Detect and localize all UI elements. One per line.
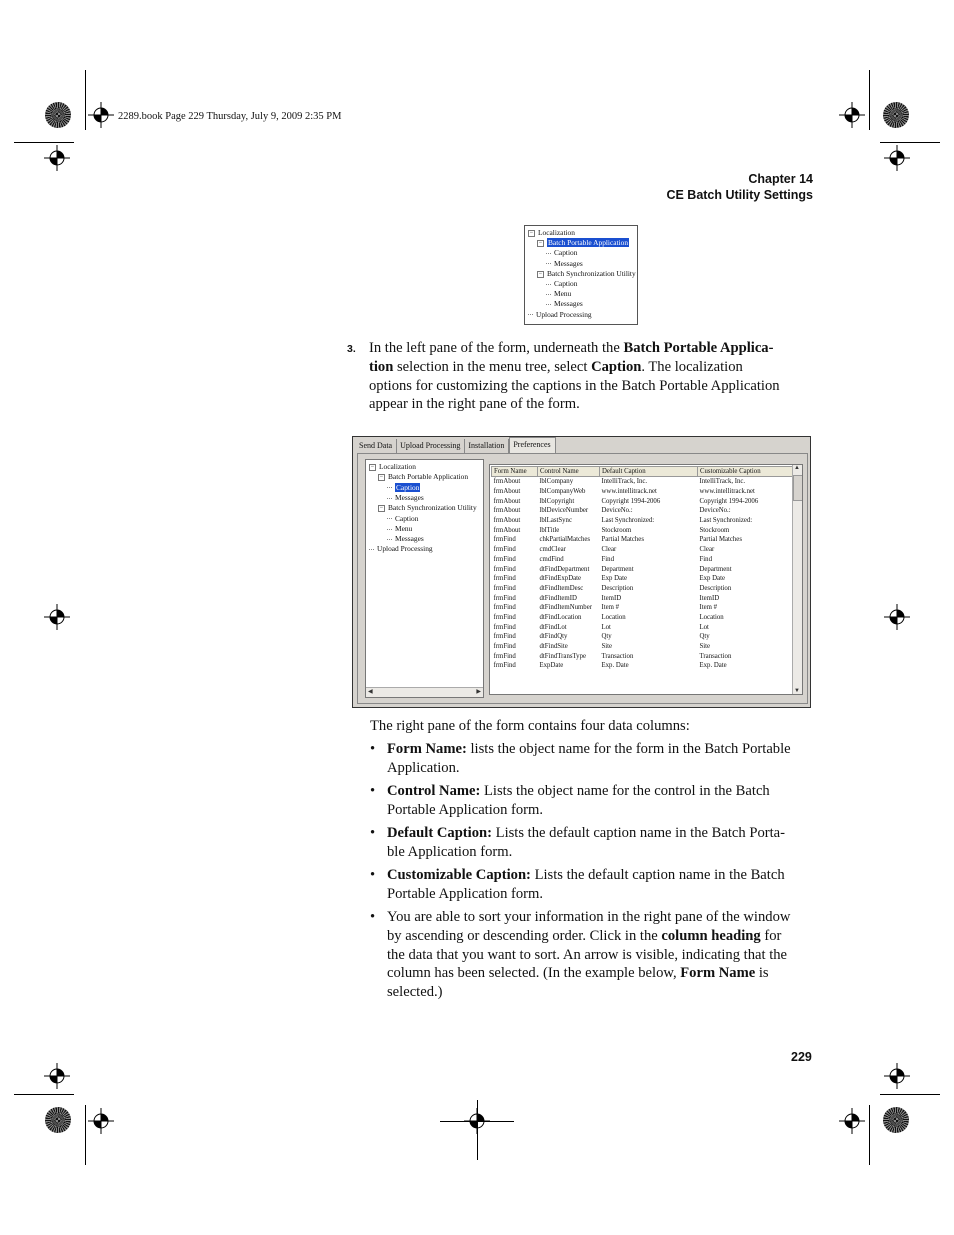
table-cell: dtFindLot [539,623,567,631]
table-cell: frmFind [493,546,516,554]
tree-branch-icon [546,294,551,295]
table-cell: IntelliTrack, Inc. [601,478,648,486]
table-row[interactable] [492,593,796,603]
tree-branch-icon [546,263,551,264]
table-cell: dtFindItemNumber [539,604,592,612]
collapse-icon[interactable]: − [379,474,384,481]
table-row[interactable] [492,516,796,526]
tree-item-label: Upload Processing [377,544,433,554]
registration-mark-icon [884,1063,910,1089]
tree-branch-icon [369,549,374,550]
table-cell: cmdFind [539,555,564,563]
page-number: 229 [791,1050,812,1064]
registration-mark-icon [839,102,865,128]
table-cell: frmFind [493,565,516,573]
tree-item[interactable] [387,483,420,492]
tree-item[interactable] [537,269,636,278]
registration-mark-icon [884,145,910,171]
column-header[interactable]: Form Name [492,467,538,477]
tree-item-label: Upload Processing [536,309,592,319]
table-cell: Department [601,565,634,573]
table-cell: Copyright 1994-2006 [699,497,759,505]
table-cell: frmFind [493,536,516,544]
column-header[interactable]: Default Caption [600,467,698,477]
registration-mark-icon [44,604,70,630]
table-row[interactable] [492,613,796,623]
tree-branch-icon [387,498,392,499]
table-cell: Exp. Date [699,662,727,670]
table-cell: frmFind [493,594,516,602]
registration-mark-icon [88,102,114,128]
table-cell: frmFind [493,575,516,583]
table-row[interactable] [492,545,796,555]
column-header[interactable]: Customizable Caption [698,467,796,477]
table-cell: Lot [601,623,611,631]
table-cell: DeviceNo.: [601,507,633,515]
step-number: 3. [347,343,356,355]
table-cell: lblDeviceNumber [539,507,589,515]
tree-item[interactable] [387,514,418,523]
caption-table [491,466,796,671]
table-cell: dtFindSite [539,643,568,651]
registration-mark-icon [44,145,70,171]
horizontal-scrollbar[interactable] [366,687,483,697]
tree-item[interactable] [546,279,577,288]
table-cell: lblCompany [539,478,574,486]
table-cell: frmFind [493,652,516,660]
table-cell: dtFindQty [539,633,568,641]
table-cell: Clear [699,546,715,554]
bullet-line [387,782,817,801]
table-cell: frmFind [493,613,516,621]
table-cell: DeviceNo.: [699,507,731,515]
tree-branch-icon [546,284,551,285]
table-cell: lblCopyright [539,497,575,505]
tree-branch-icon [387,539,392,540]
tree-item[interactable] [387,493,424,502]
scroll-up-icon[interactable]: ▲ [794,465,800,471]
tree-item[interactable] [387,524,412,533]
table-row[interactable] [492,535,796,545]
table-cell: Partial Matches [699,536,742,544]
tree-item[interactable] [369,462,416,471]
table-cell: frmAbout [493,517,521,525]
table-row[interactable] [492,584,796,594]
table-cell: ItemID [699,594,720,602]
table-cell: Last Synchronized: [601,517,655,525]
table-row[interactable] [492,555,796,565]
table-row[interactable] [492,496,796,506]
table-cell: cmdClear [539,546,566,554]
bullet-desc-cont: Portable Application form. [387,885,544,902]
tree-item[interactable] [546,259,583,268]
tree-item-label: Caption [554,248,578,258]
table-cell: Description [699,584,732,592]
tree-item[interactable] [378,503,477,512]
table-cell: chkPartialMatches [539,536,591,544]
tree-item-label: Caption [396,482,420,492]
bullet-term: Customizable Caption: [387,867,531,883]
tree-branch-icon [387,518,392,519]
bullet-desc: Lists the default caption name in the Batch [530,867,785,883]
table-cell: Location [601,613,626,621]
table-cell: frmFind [493,555,516,563]
vertical-scrollbar[interactable] [792,465,802,694]
collapse-icon[interactable]: − [538,270,543,277]
columns-intro: The right pane of the form contains four data columns: [370,718,690,734]
tree-item-label: Menu [554,289,572,299]
tree-item[interactable] [537,238,629,247]
tree-item-label: Messages [395,492,424,502]
table-row[interactable] [492,622,796,632]
table-cell: Description [601,584,634,592]
table-row[interactable] [492,487,796,497]
table-row[interactable] [492,574,796,584]
table-cell: Location [699,613,724,621]
table-cell: dtFindItemDesc [539,584,584,592]
registration-mark-icon [884,604,910,630]
bullet-term: Control Name: [387,783,481,799]
bullet-term: Default Caption: [387,825,492,841]
table-cell: Last Synchronized: [699,517,753,525]
table-row[interactable] [492,642,796,652]
bullet-desc-cont: ble Application form. [387,843,513,860]
table-cell: ExpDate [539,662,564,670]
table-row[interactable] [492,651,796,661]
tab-installation[interactable]: Installation [465,439,509,453]
table-cell: Qty [699,633,710,641]
step-3-text: In the left pane of the form, underneath the Batch Portable Applica- tion selection in the menu tree, select Caption. The localization options for customizing the captions in the Batch Portable Application appear in the right pane of the form. [369,340,780,413]
tree-branch-icon [387,487,392,488]
registration-mark-icon [88,1108,114,1134]
table-cell: dtFindItemID [539,594,577,602]
bullet-line [387,740,817,759]
bullet-item [387,866,817,904]
bullet-item [387,824,817,862]
table-cell: Item # [601,604,620,612]
tree-item-label: Messages [554,299,583,309]
table-row[interactable] [492,661,796,671]
table-row[interactable] [492,564,796,574]
tree-item-label: Localization [538,228,575,237]
tree-item[interactable] [387,534,424,543]
table-cell: frmFind [493,584,516,592]
tree-item[interactable] [546,289,571,298]
bullet-desc: lists the object name for the form in the Batch Portable [466,741,791,757]
collapse-icon[interactable]: − [379,504,384,511]
tree-item-label: Messages [395,534,424,544]
table-cell: frmAbout [493,478,521,486]
table-cell: Clear [601,546,617,554]
table-cell: frmFind [493,604,516,612]
tab-upload-processing[interactable]: Upload Processing [397,439,465,453]
scroll-down-icon[interactable]: ▼ [794,688,800,694]
app-screenshot [352,436,811,708]
collapse-icon[interactable]: − [538,239,543,246]
color-target-icon [883,102,909,128]
table-row[interactable] [492,477,796,487]
bullet-item [387,782,817,820]
scroll-left-icon[interactable]: ◀ [368,689,373,695]
tree-item-label: Localization [379,462,416,471]
table-cell: www.intellitrack.net [601,488,657,496]
tree-item[interactable] [546,299,583,308]
table-cell: frmAbout [493,488,521,496]
tree-item[interactable] [528,310,592,319]
collapse-icon[interactable]: − [529,229,534,236]
table-cell: Stockroom [699,526,730,534]
color-target-icon [45,1107,71,1133]
table-cell: IntelliTrack, Inc. [699,478,746,486]
scroll-thumb[interactable] [793,475,803,501]
tree-item-label: Messages [554,258,583,268]
bullet-desc: Lists the default caption name in the Batch Porta- [492,825,786,841]
tree-item[interactable] [546,248,577,257]
tree-branch-icon [546,253,551,254]
table-cell: dtFindLocation [539,613,582,621]
table-cell: Transaction [699,652,732,660]
column-header[interactable]: Control Name [538,467,600,477]
caption-grid-pane [489,464,803,695]
table-cell: dtFindTransType [539,652,586,660]
bullet-marker: • [370,783,376,799]
menu-tree-pane [365,459,484,698]
tree-figure [524,225,638,325]
preferences-panel [357,453,808,704]
table-cell: www.intellitrack.net [699,488,755,496]
color-target-icon [45,102,71,128]
table-cell: ItemID [601,594,622,602]
table-cell: frmFind [493,662,516,670]
chapter-title: CE Batch Utility Settings [666,188,813,202]
table-cell: Qty [601,633,612,641]
table-cell: frmFind [493,623,516,631]
tree-item[interactable] [528,228,575,237]
bullet-desc-cont: Portable Application form. [387,801,544,818]
tree-item-label: Batch Portable Application [548,238,629,248]
table-row[interactable] [492,525,796,535]
table-cell: frmFind [493,633,516,641]
tab-preferences[interactable]: Preferences [509,437,555,454]
bullet-term: Form Name: [387,741,467,757]
table-cell: Exp Date [699,575,725,583]
table-cell: Lot [699,623,709,631]
tree-item-label: Batch Synchronization Utility [547,268,636,278]
table-cell: Stockroom [601,526,632,534]
tree-item-label: Caption [554,279,578,288]
bullet-line [387,824,817,843]
table-cell: Site [601,643,613,651]
tree-item[interactable] [378,472,468,481]
sort-bullet-text: You are able to sort your information in the right pane of the window by ascending or descending order. Click in the column heading for the data that you want to sort. An arrow is visible, indicating that the column has been selected. (In the example below, Form Name is selected.) [387,909,791,1001]
table-cell: Department [699,565,732,573]
bullet-marker: • [370,825,376,841]
bullet-item [387,740,817,778]
bullet-line [387,866,817,885]
tree-item-label: Batch Synchronization Utility [388,503,477,513]
table-cell: Site [699,643,711,651]
sort-bullet-marker: • [370,909,376,925]
table-cell: Find [699,555,712,563]
tree-branch-icon [528,314,533,315]
table-cell: frmAbout [493,497,521,505]
scroll-right-icon[interactable]: ▶ [476,689,481,695]
chapter-number: Chapter 14 [748,172,813,186]
tree-item-label: Menu [395,523,413,533]
tab-send-data[interactable]: Send Data [356,439,397,453]
collapse-icon[interactable]: − [370,463,375,470]
bullet-desc: Lists the object name for the control in the Batch [480,783,770,799]
tree-branch-icon [387,529,392,530]
table-cell: frmAbout [493,526,521,534]
table-cell: Item # [699,604,718,612]
tree-item-label: Caption [395,513,419,523]
table-cell: dtFindExpDate [539,575,582,583]
table-cell: lblLastSync [539,517,572,525]
bullet-marker: • [370,867,376,883]
tree-item-label: Batch Portable Application [388,472,469,482]
bullet-marker: • [370,741,376,757]
table-cell: Find [601,555,614,563]
table-row[interactable] [492,603,796,613]
table-cell: lblCompanyWeb [539,488,586,496]
registration-mark-icon [44,1063,70,1089]
book-slug: 2289.book Page 229 Thursday, July 9, 2009 2:35 PM [118,111,342,122]
tree-item[interactable] [369,544,433,553]
table-cell: Exp. Date [601,662,629,670]
color-target-icon [883,1107,909,1133]
table-row[interactable] [492,506,796,516]
bullet-desc-cont: Application. [387,759,460,776]
table-cell: Partial Matches [601,536,644,544]
registration-mark-icon [839,1108,865,1134]
table-cell: Transaction [601,652,634,660]
tree-branch-icon [546,304,551,305]
tab-strip [356,439,556,453]
table-cell: Copyright 1994-2006 [601,497,661,505]
table-cell: frmFind [493,643,516,651]
table-row[interactable] [492,632,796,642]
table-cell: lblTitle [539,526,560,534]
table-cell: dtFindDepartment [539,565,590,573]
table-cell: frmAbout [493,507,521,515]
table-cell: Exp Date [601,575,627,583]
